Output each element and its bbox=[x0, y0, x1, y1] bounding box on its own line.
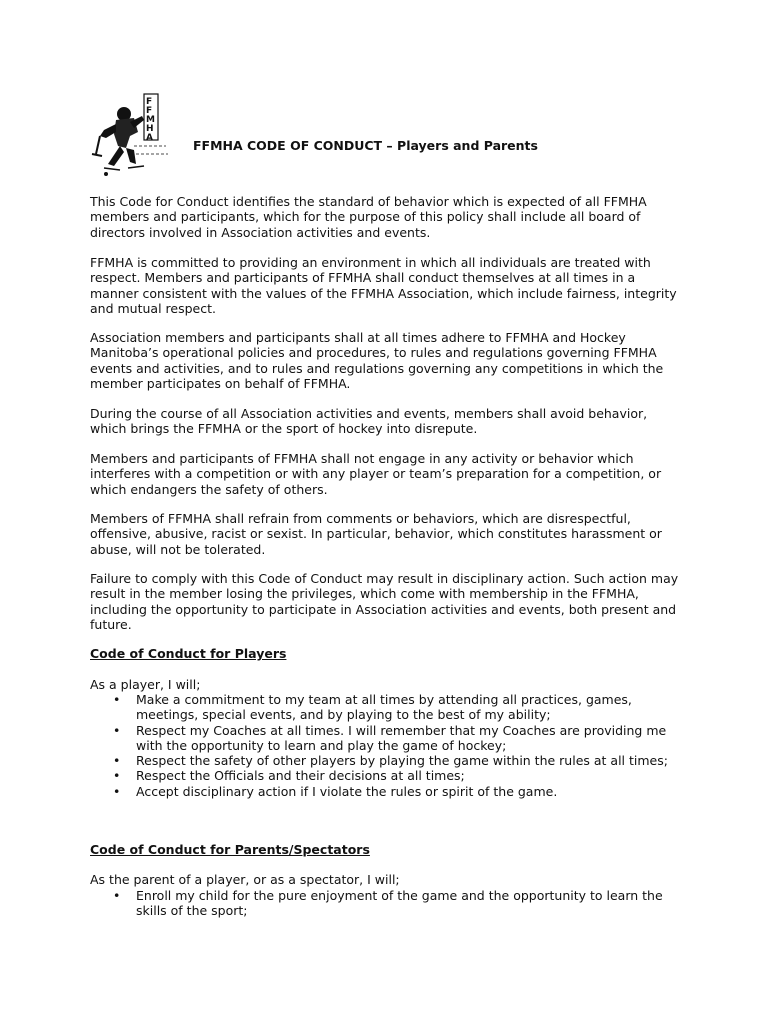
list-item bbox=[90, 692, 690, 723]
document-title: FFMHA CODE OF CONDUCT – Players and Parents bbox=[193, 138, 538, 153]
players-section-intro: As a player, I will; bbox=[90, 677, 201, 692]
list-item bbox=[90, 753, 690, 768]
list-item bbox=[90, 723, 690, 754]
list-item-text: Respect the safety of other players by playing the game within the rules at all times; bbox=[136, 753, 668, 769]
logo-letter: M bbox=[146, 115, 155, 125]
parents-section-heading: Code of Conduct for Parents/Spectators bbox=[90, 842, 370, 857]
ffmha-hockey-player-logo bbox=[86, 92, 172, 178]
list-item-text: Enroll my child for the pure enjoyment of the game and the opportunity to learn the skills of the sport; bbox=[136, 888, 663, 919]
intro-paragraph: FFMHA is committed to providing an environment in which all individuals are treated with respect. Members and participants of FFMHA shall conduct themselves at all times in a manner consistent with the values of the FFMHA Association, which include fairness, integrity and mutual respect. bbox=[90, 255, 677, 316]
list-item bbox=[90, 784, 690, 799]
parents-section-intro: As the parent of a player, or as a spectator, I will; bbox=[90, 872, 400, 887]
bullet-icon: • bbox=[113, 722, 121, 738]
bullet-icon: • bbox=[113, 783, 121, 799]
bullet-icon: • bbox=[113, 888, 121, 903]
intro-paragraph: Failure to comply with this Code of Conduct may result in disciplinary action. Such action may result in the member losing the privileges, which come with membership in the FFMHA, including the opportunity to participate in Association activities and events, both present and future. bbox=[90, 571, 679, 632]
intro-paragraph: Association members and participants shall at all times adhere to FFMHA and Hockey Manitoba’s operational policies and procedures, to rules and regulations governing FFMHA events and activities, and to rules and regulations governing any competitions in which the member participates on behalf of FFMHA. bbox=[90, 330, 664, 391]
intro-paragraph: Members of FFMHA shall refrain from comments or behaviors, which are disrespectful, offensive, abusive, racist or sexist. In particular, behavior, which constitutes harassment or abuse, will not be tolerated. bbox=[90, 511, 662, 557]
bullet-icon: • bbox=[113, 753, 121, 769]
list-item bbox=[90, 768, 690, 783]
list-item-text: Accept disciplinary action if I violate the rules or spirit of the game. bbox=[136, 783, 558, 799]
intro-paragraph: This Code for Conduct identifies the standard of behavior which is expected of all FFMHA members and participants, which for the purpose of this policy shall include all board of directors involved in Association activities and events. bbox=[90, 194, 647, 240]
players-section-heading: Code of Conduct for Players bbox=[90, 646, 287, 661]
logo-letter: F bbox=[146, 106, 153, 116]
intro-paragraph: Members and participants of FFMHA shall not engage in any activity or behavior which interferes with a competition or with any player or team’s preparation for a competition, or which endangers the safety of others. bbox=[90, 451, 662, 497]
logo-letter: A bbox=[146, 133, 153, 143]
list-item bbox=[90, 888, 690, 919]
parents-bullet-list bbox=[90, 888, 690, 919]
players-bullet-list bbox=[90, 692, 690, 799]
bullet-icon: • bbox=[113, 692, 121, 707]
logo-letter: F bbox=[146, 97, 153, 107]
list-item-text: Respect the Officials and their decisions at all times; bbox=[136, 768, 465, 784]
list-item-text: Make a commitment to my team at all times by attending all practices, games, meetings, special events, and by playing to the best of my ability; bbox=[136, 692, 632, 723]
bullet-icon: • bbox=[113, 768, 121, 784]
list-item-text: Respect my Coaches at all times. I will remember that my Coaches are providing me with the opportunity to learn and play the game of hockey; bbox=[136, 722, 667, 753]
intro-paragraph: During the course of all Association activities and events, members shall avoid behavior, which brings the FFMHA or the sport of hockey into disrepute. bbox=[90, 406, 648, 437]
logo-letter: H bbox=[146, 124, 154, 134]
